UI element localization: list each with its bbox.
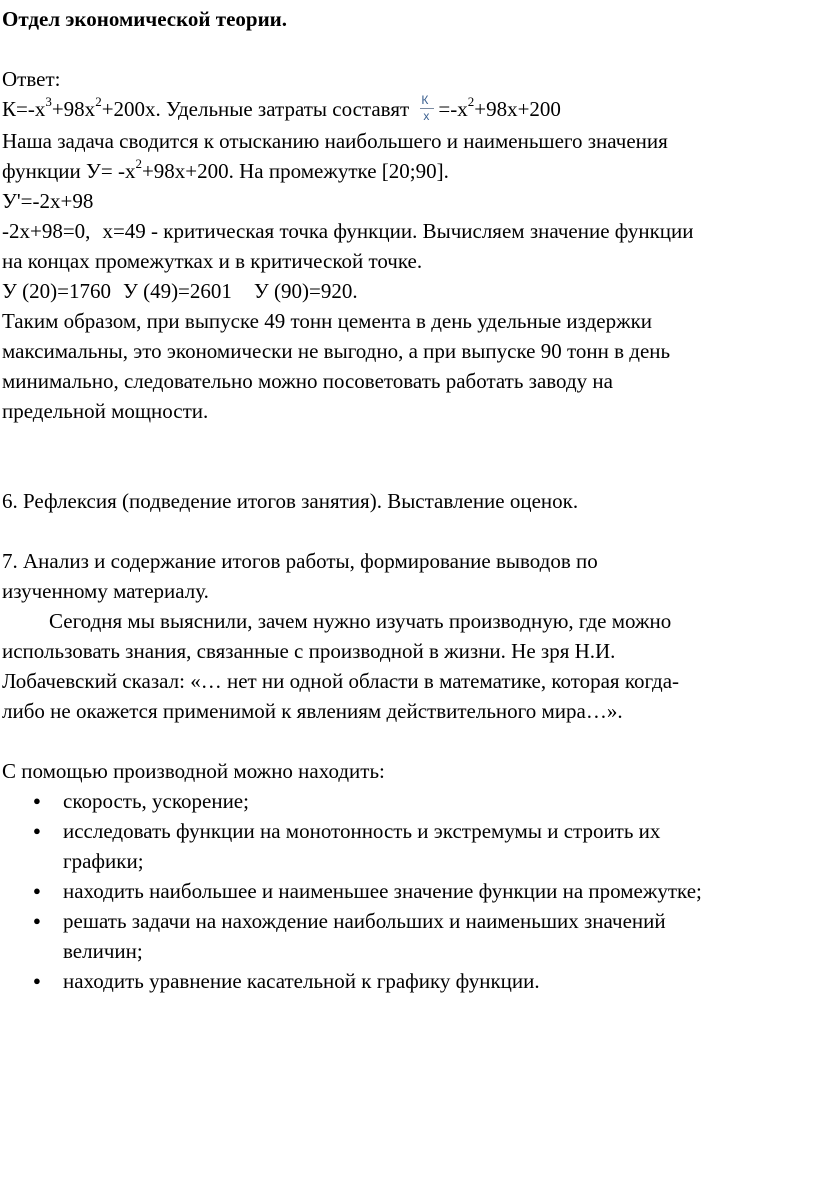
formula-part: К=-х	[2, 97, 46, 121]
list-item-text: решать задачи на нахождение наибольших и наименьших значений	[63, 909, 666, 934]
bullet-icon: ●	[33, 823, 41, 839]
derivative-uses-list	[2, 786, 816, 996]
bullet-icon: ●	[33, 913, 41, 929]
section-7-heading: изученному материалу.	[2, 579, 209, 604]
summary-line: либо не окажется применимой к явлениям действительного мира…».	[2, 699, 623, 724]
section-title: Отдел экономической теории.	[2, 7, 288, 31]
section-7-heading: 7. Анализ и содержание итогов работы, формирование выводов по	[2, 549, 598, 574]
conclusion-line: минимально, следовательно можно посоветовать работать заводу на	[2, 369, 613, 394]
equation-part: -2х+98=0,	[2, 219, 91, 244]
conclusion-line: Таким образом, при выпуске 49 тонн цемента в день удельные издержки	[2, 309, 653, 334]
task-part: +98х+200. На промежутке [20;90].	[141, 159, 449, 184]
fraction-k-over-x	[418, 93, 438, 123]
list-item	[2, 906, 816, 966]
list-item-text: находить уравнение касательной к графику функции.	[63, 969, 540, 994]
blank-line	[2, 516, 816, 546]
list-item	[2, 876, 816, 906]
formula-part: +98х	[51, 97, 96, 121]
formula-exponent: 3	[45, 94, 52, 109]
value-at-20: У (20)=1760	[2, 279, 111, 304]
list-item-text: исследовать функции на монотонность и экстремумы и строить их	[63, 819, 661, 844]
blank-line	[2, 726, 816, 756]
critical-part: х=49 - критическая точка функции. Вычисляем значение функции	[102, 219, 694, 244]
list-item-text: величин;	[63, 939, 143, 964]
value-at-49: У (49)=2601	[122, 279, 232, 304]
function-values-line	[2, 276, 816, 306]
formula-exponent: 2	[95, 94, 102, 109]
list-item	[2, 786, 816, 816]
critical-point-line: на концах промежутках и в критической точке.	[2, 249, 423, 274]
task-line: Наша задача сводится к отысканию наибольшего и наименьшего значения	[2, 129, 668, 154]
fraction-denominator: х	[423, 109, 430, 124]
list-item	[2, 816, 816, 876]
conclusion-line: предельной мощности.	[2, 399, 209, 424]
list-intro: С помощью производной можно находить:	[2, 759, 385, 784]
formula-part: +200х. Удельные затраты составят	[101, 97, 415, 121]
bullet-icon: ●	[33, 973, 41, 989]
conclusion-line: максимальны, это экономически не выгодно, а при выпуске 90 тонн в день	[2, 339, 671, 364]
summary-line: Лобачевский сказал: «… нет ни одной области в математике, которая когда-	[2, 669, 680, 694]
list-item-text: скорость, ускорение;	[63, 789, 249, 814]
task-part: функции У= -х	[2, 159, 136, 184]
derivative-line: У'=-2х+98	[2, 189, 94, 214]
value-at-90: У (90)=920.	[253, 279, 358, 304]
formula-part: =-х	[438, 97, 468, 121]
cost-formula-line	[2, 94, 816, 126]
answer-label: Ответ:	[2, 67, 61, 91]
list-item	[2, 966, 816, 996]
list-item-text: графики;	[63, 849, 144, 874]
blank-line	[2, 426, 816, 486]
fraction-numerator: К	[421, 93, 429, 108]
task-line	[2, 156, 816, 186]
list-item-text: находить наибольшее и наименьшее значение функции на промежутке;	[63, 879, 702, 904]
bullet-icon: ●	[33, 793, 41, 809]
summary-line: Сегодня мы выяснили, зачем нужно изучать производную, где можно	[49, 609, 672, 634]
bullet-icon: ●	[33, 883, 41, 899]
section-6-heading: 6. Рефлексия (подведение итогов занятия). Выставление оценок.	[2, 489, 579, 514]
formula-part: +98х+200	[474, 97, 561, 121]
blank-line	[2, 34, 816, 64]
formula-exponent: 2	[467, 94, 475, 109]
critical-point-line	[2, 216, 816, 246]
task-exponent: 2	[135, 156, 142, 172]
summary-line: использовать знания, связанные с производной в жизни. Не зря Н.И.	[2, 639, 616, 664]
